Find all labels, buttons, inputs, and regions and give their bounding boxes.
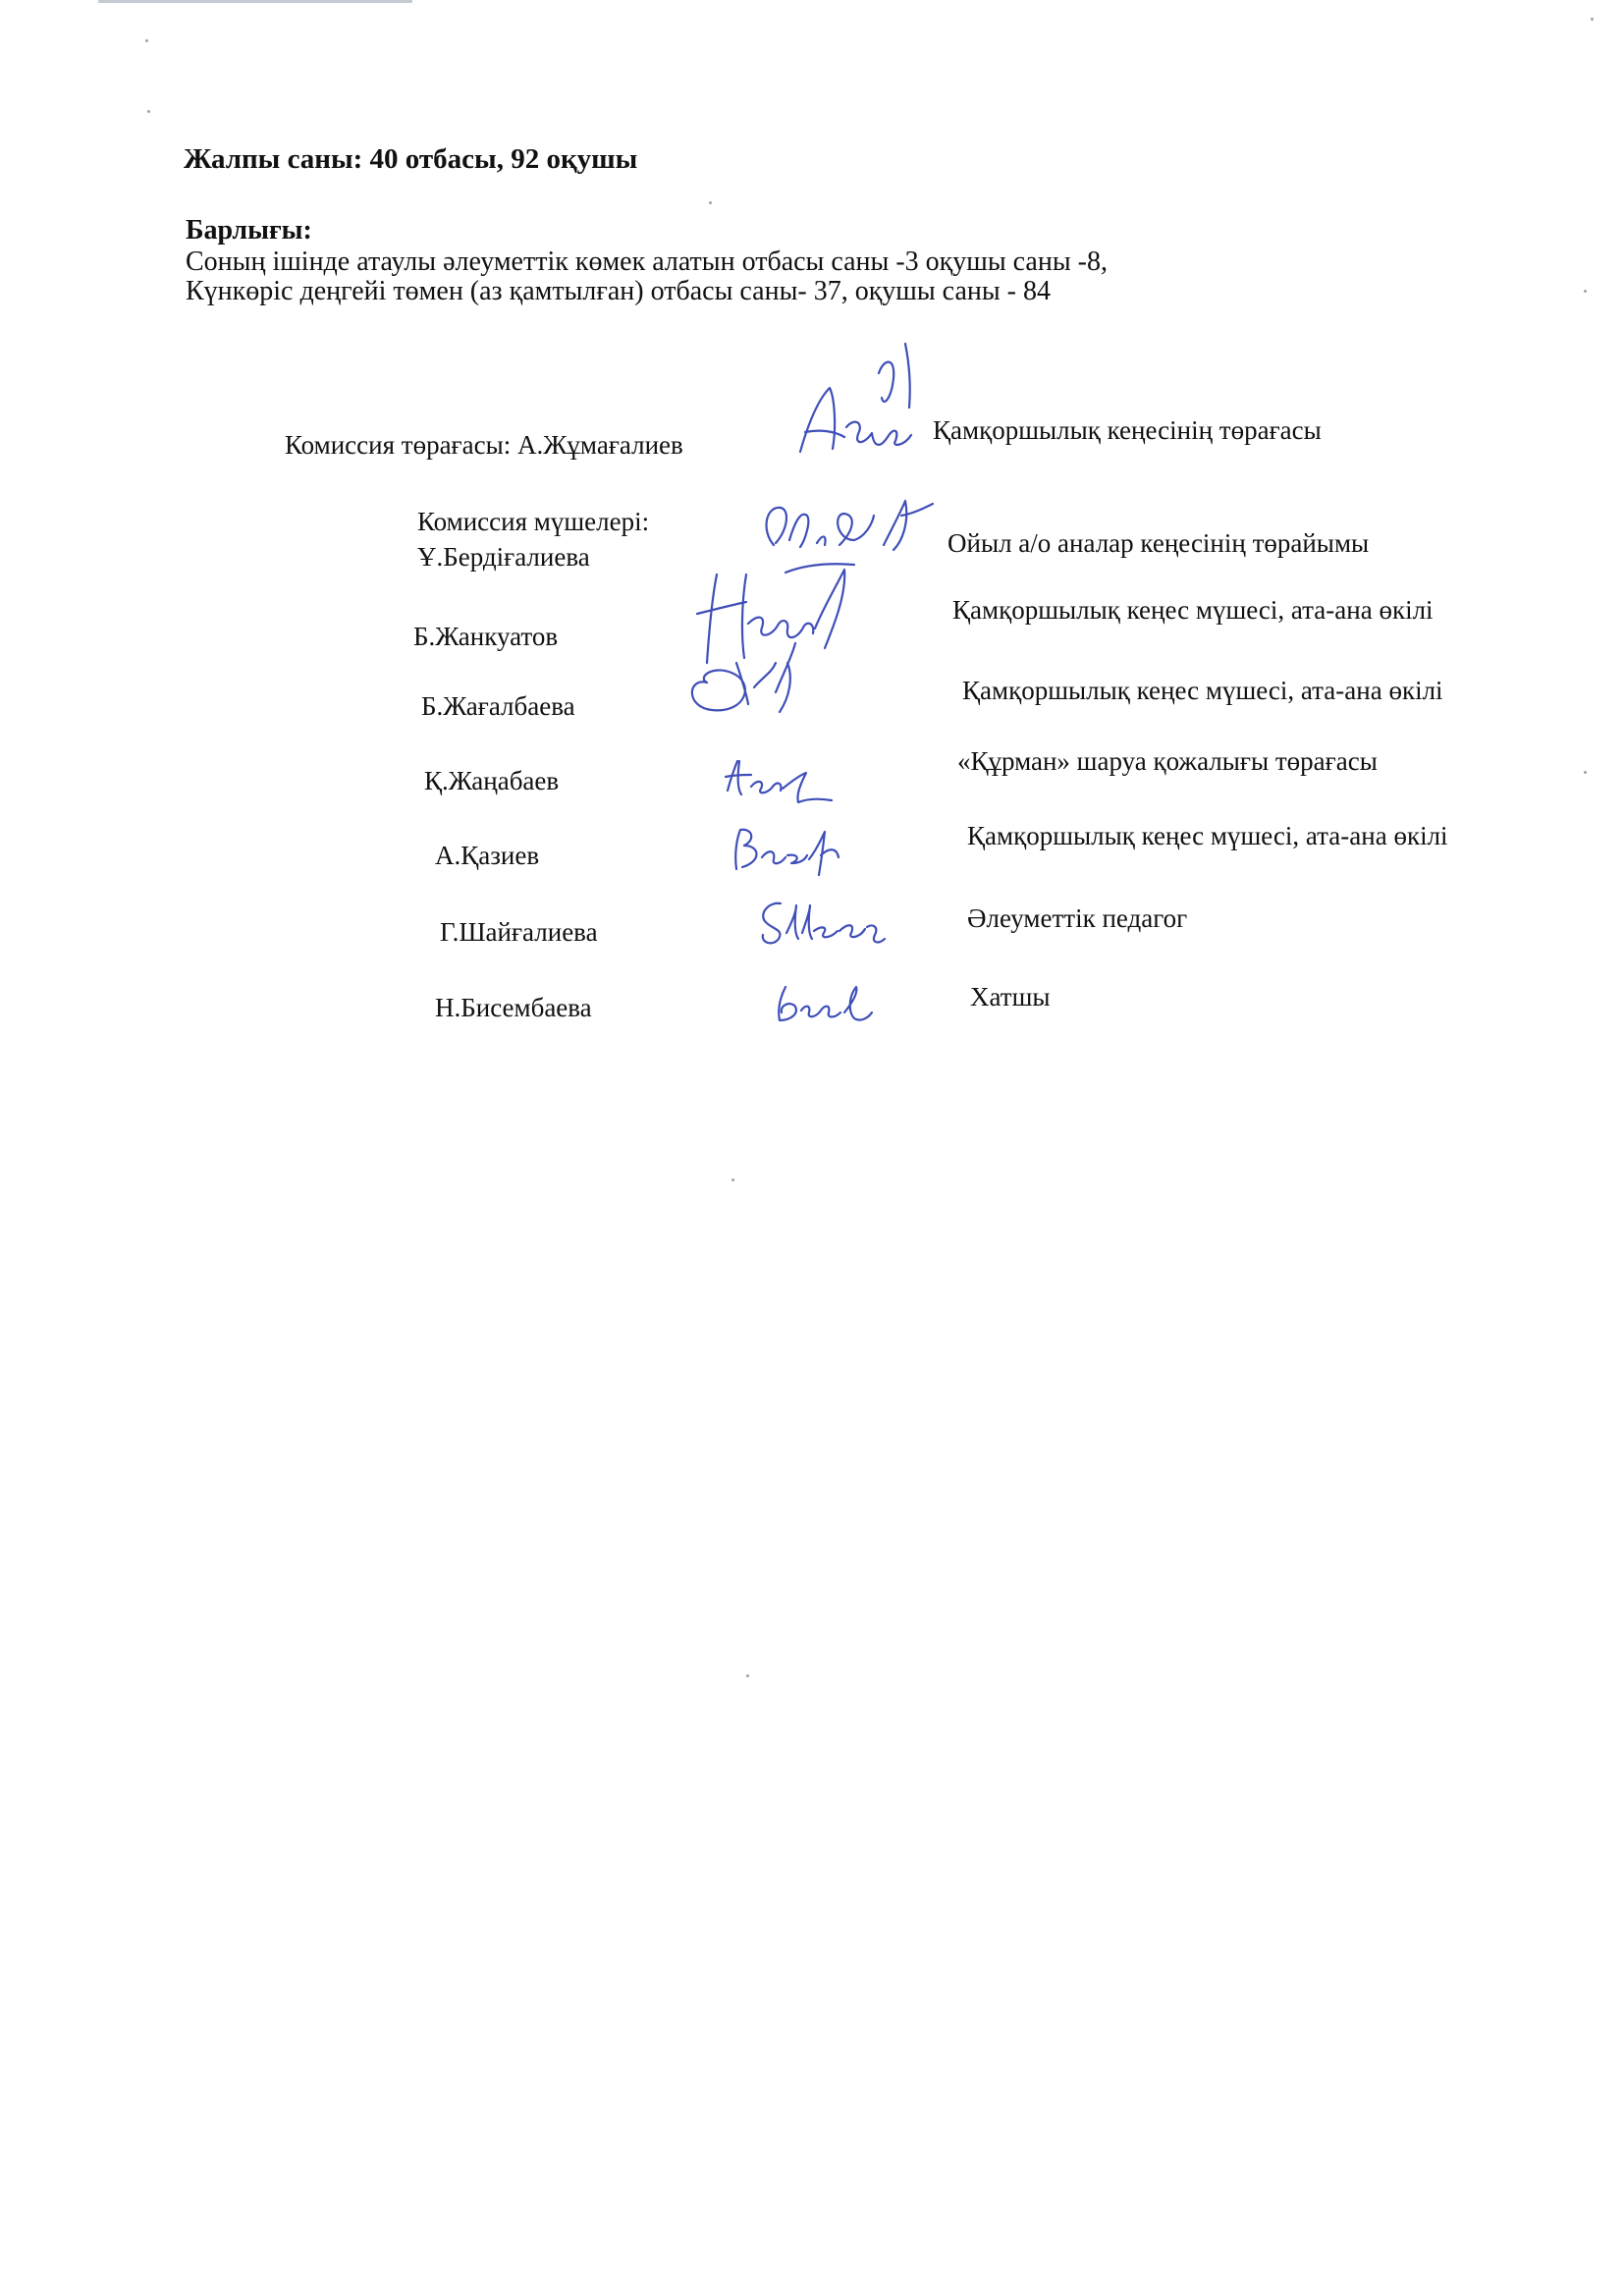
member-signature — [722, 751, 839, 810]
member-role: Қамқоршылық кеңес мүшесі, ата-ана өкілі — [952, 595, 1434, 625]
scan-speck — [1584, 290, 1587, 293]
member-role: «Құрман» шаруа қожалығы төрағасы — [957, 746, 1378, 776]
commission-members-label: Комиссия мүшелері: — [417, 507, 650, 536]
member-role: Қамқоршылық кеңес мүшесі, ата-ана өкілі — [967, 821, 1448, 850]
scan-speck — [709, 201, 712, 204]
summary-line-2: Күнкөріс деңгейі төмен (аз қамтылған) отбасы саны- 37, оқушы саны - 84 — [186, 276, 1052, 306]
chair-signature — [785, 339, 933, 466]
member-name: Н.Бисембаева — [435, 993, 592, 1022]
total-count-line: Жалпы саны: 40 отбасы, 92 оқушы — [184, 143, 638, 175]
member-name: А.Қазиев — [435, 841, 540, 870]
scan-speck — [1591, 18, 1594, 21]
commission-chair-role: Қамқоршылық кеңесінің төрағасы — [933, 415, 1322, 445]
scan-speck — [145, 39, 148, 42]
summary-line-1: Соның ішінде атаулы әлеуметтік көмек алатын отбасы саны -3 оқушы саны -8, — [186, 246, 1108, 277]
scan-speck — [147, 110, 150, 113]
member-signature — [727, 820, 844, 879]
member-signature — [751, 894, 889, 953]
summary-heading: Барлығы: — [186, 215, 312, 246]
member-signature — [677, 633, 815, 722]
scan-edge-artifact — [98, 0, 412, 3]
commission-chair-label: Комиссия төрағасы: А.Жұмағалиев — [285, 430, 683, 460]
member-name: Ұ.Бердіғалиева — [417, 542, 590, 572]
member-name: Қ.Жаңабаев — [424, 766, 560, 795]
member-name: Б.Жағалбаева — [421, 691, 575, 721]
member-signature — [766, 977, 874, 1026]
member-role: Ойыл а/о аналар кеңесінің төрайымы — [947, 528, 1370, 558]
scan-speck — [746, 1674, 749, 1677]
scan-speck — [1584, 771, 1587, 774]
member-role: Қамқоршылық кеңес мүшесі, ата-ана өкілі — [962, 676, 1443, 705]
member-role: Әлеуметтік педагог — [967, 903, 1188, 933]
scan-speck — [731, 1178, 734, 1181]
member-name: Г.Шайғалиева — [440, 917, 598, 947]
member-role: Хатшы — [970, 982, 1051, 1011]
member-name: Б.Жанкуатов — [413, 622, 559, 651]
